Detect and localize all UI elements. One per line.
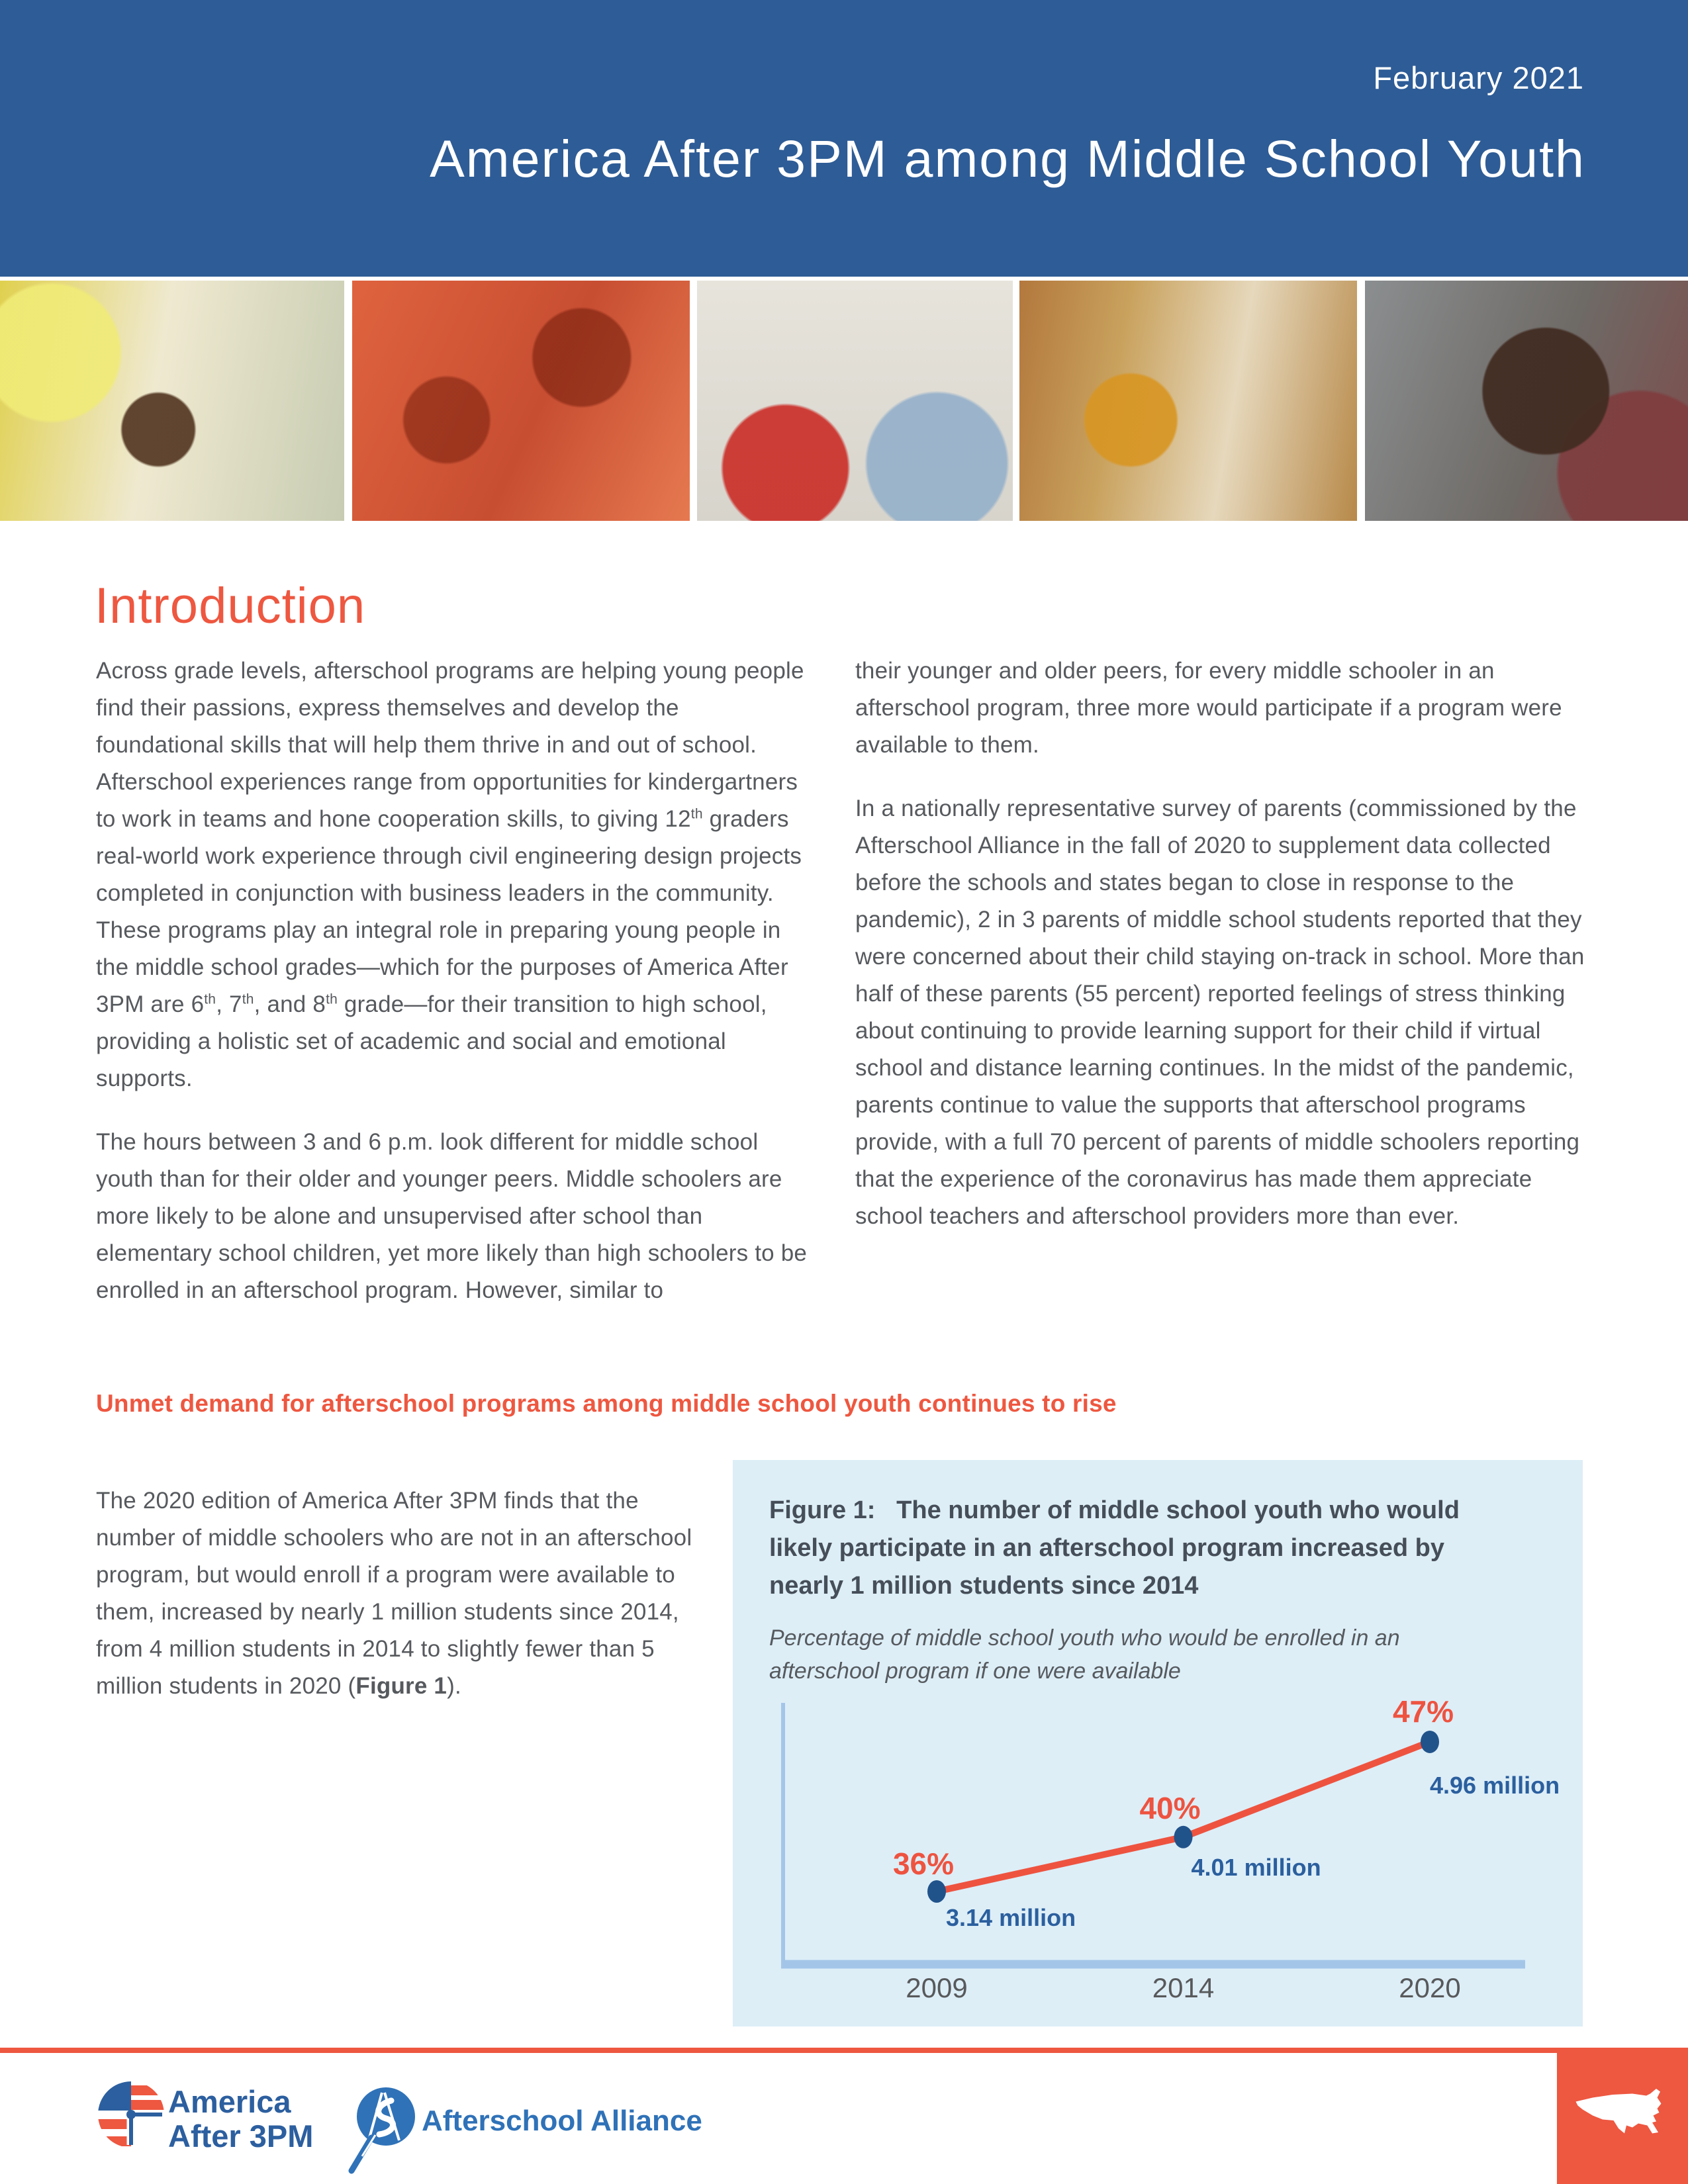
usa-map-box <box>1557 2048 1688 2184</box>
svg-text:4.96 million: 4.96 million <box>1430 1771 1560 1799</box>
svg-text:47%: 47% <box>1392 1694 1454 1729</box>
intro-paragraph: The hours between 3 and 6 p.m. look different for middle school youth than for their older and younger peers. Middle schoolers are more likely to be alone and unsupervised after school than elementary school children, yet more likely than high schoolers to be enrolled in an afterschool program. However, similar to <box>96 1129 808 1303</box>
svg-text:3.14 million: 3.14 million <box>946 1904 1076 1931</box>
svg-text:4.01 million: 4.01 million <box>1191 1853 1321 1881</box>
photo-girl-braids <box>1365 281 1688 521</box>
publication-date: February 2021 <box>1373 60 1584 95</box>
svg-text:2014: 2014 <box>1152 1972 1215 2003</box>
section-body: The 2020 edition of America After 3PM finds that the number of middle schoolers who are not in an afterschool program, but would enroll if a program were available to them, increased by nearly 1 million students since 2014, from 4 million students in 2014 to slightly fewer than 5 million students in 2020 (Figure 1). <box>96 1488 692 1699</box>
photo-workshop-girls <box>1019 281 1357 521</box>
afterschool-alliance-logo <box>346 2085 426 2181</box>
pencil-icon <box>352 2138 371 2171</box>
figure-1-line-chart <box>741 1692 1562 2023</box>
figure-subtitle: Percentage of middle school youth who would be enrolled in an afterschool program if one were available <box>769 1625 1400 1684</box>
header-banner <box>0 0 1688 277</box>
svg-text:40%: 40% <box>1139 1790 1201 1825</box>
afterschool-alliance-wordmark: Afterschool Alliance <box>422 2105 702 2137</box>
intro-column-right <box>855 653 1598 1261</box>
photo-strip <box>0 281 1688 521</box>
intro-paragraph: their younger and older peers, for every middle schooler in an afterschool program, three more would participate if a program were available to them. <box>855 658 1562 758</box>
america-after-3pm-logo <box>98 2081 164 2151</box>
svg-text:36%: 36% <box>892 1846 955 1881</box>
svg-text:2009: 2009 <box>906 1972 968 2003</box>
figure-title <box>769 1492 1504 1605</box>
photo-soccer-boys <box>697 281 1013 521</box>
report-title: America After 3PM among Middle School Youth <box>430 129 1585 188</box>
america-after-3pm-wordmark <box>168 2085 313 2154</box>
svg-text:2020: 2020 <box>1399 1972 1461 2003</box>
section-heading: Unmet demand for afterschool programs among middle school youth continues to rise <box>96 1390 1117 1417</box>
intro-heading: Introduction <box>95 578 366 634</box>
photo-robotics-girls <box>352 281 690 521</box>
brand-line-1: America <box>168 2084 291 2119</box>
figure-label: Figure 1: <box>769 1496 876 1524</box>
intro-paragraph: Across grade levels, afterschool programs are helping young people find their passions, express themselves and develop the foundational skills that will help them thrive in and out of school. Afterschool experiences range from opportunities for kindergartners to work in teams and hone cooperation skills, to giving 12th graders real-world work experience through civil engineering design projects completed in conjunction with business leaders in the community. These programs play an integral role in preparing young people in the middle school grades—which for the purposes of America After 3PM are 6th, 7th, and 8th grade—for their transition to high school, providing a holistic set of academic and social and emotional supports. <box>96 658 804 1091</box>
clock-center-dot <box>126 2110 136 2119</box>
photo-boy-glasses <box>0 281 344 521</box>
usa-map-icon <box>1573 2085 1672 2144</box>
figure-title-text: The number of middle school youth who would likely participate in an afterschool program increased by nearly 1 million students since 2014 <box>769 1496 1460 1600</box>
intro-column-left <box>96 653 810 1336</box>
intro-paragraph: In a nationally representative survey of parents (commissioned by the Afterschool Alliance in the fall of 2020 to supplement data collected before the schools and states began to close in response to the pandemic), 2 in 3 parents of middle school students reported that they were concerned about their child staying on-track in school. More than half of these parents (55 percent) reported feelings of stress thinking about continuing to provide learning support for their child if virtual school and distance learning continues. In the midst of the pandemic, parents continue to value the supports that afterschool programs provide, with a full 70 percent of parents of middle schoolers reporting that the experience of the coronavirus has made them appreciate school teachers and afterschool providers more than ever. <box>855 796 1585 1229</box>
figure-1-box <box>733 1460 1583 2026</box>
brand-line-2: After 3PM <box>168 2118 314 2154</box>
footer-divider <box>0 2048 1688 2053</box>
